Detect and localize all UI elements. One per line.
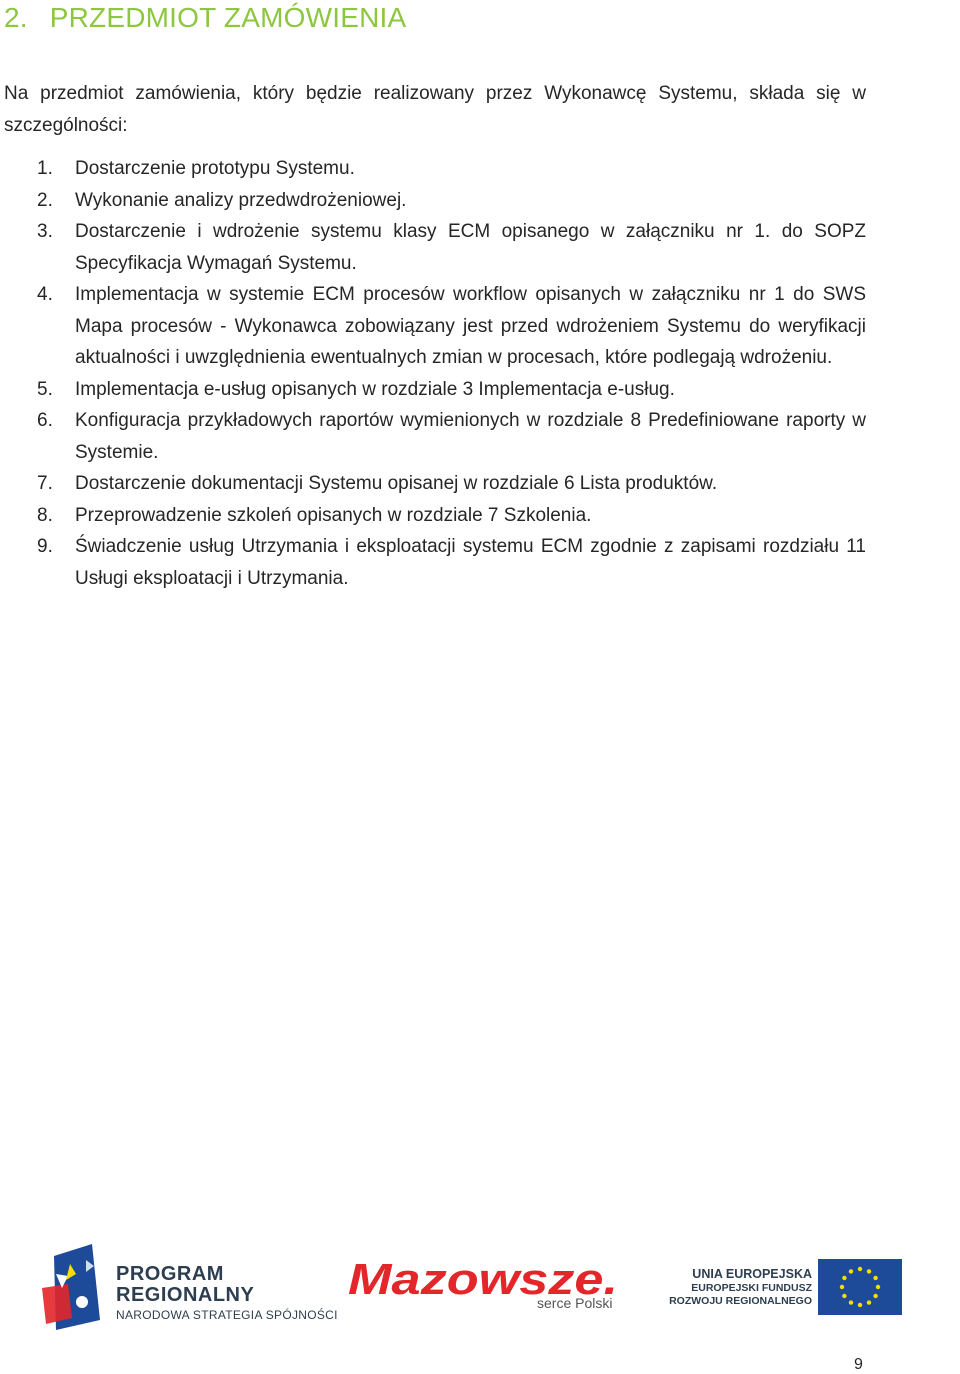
mazowsze-subtitle: serce Polski xyxy=(537,1295,613,1311)
list-item xyxy=(4,500,866,532)
list-item-text: Przeprowadzenie szkoleń opisanych w rozdziale 7 Szkolenia. xyxy=(75,504,592,526)
list-item xyxy=(4,531,866,594)
program-regionalny-text xyxy=(116,1264,338,1324)
eu-star-icon xyxy=(858,1267,862,1271)
list-item-number: 4. xyxy=(37,284,53,305)
list-item-text: Konfiguracja przykładowych raportów wymienionych w rozdziale 8 Predefiniowane raporty w Systemie. xyxy=(75,410,866,463)
mazowsze-logo-text: Mazowsze. xyxy=(348,1255,618,1304)
eu-star-icon xyxy=(849,1300,853,1304)
program-line-2: REGIONALNY xyxy=(116,1284,255,1306)
list-item xyxy=(4,279,866,374)
eu-flag-icon xyxy=(818,1259,902,1315)
eu-star-icon xyxy=(873,1276,877,1280)
section-title: PRZEDMIOT ZAMÓWIENIA xyxy=(49,2,407,33)
requirements-list xyxy=(4,153,866,594)
program-line-1: PROGRAM xyxy=(116,1263,224,1285)
list-item-number: 7. xyxy=(37,473,53,494)
list-item-text: Wykonanie analizy przedwdrożeniowej. xyxy=(75,189,407,211)
eu-star-icon xyxy=(873,1294,877,1298)
section-number: 2. xyxy=(4,2,28,33)
eu-star-icon xyxy=(842,1276,846,1280)
list-item-number: 2. xyxy=(37,189,53,211)
eu-star-icon xyxy=(840,1285,844,1289)
intro-paragraph: Na przedmiot zamówienia, który będzie realizowany przez Wykonawcę Systemu, składa się w szczególności: xyxy=(4,83,866,136)
eu-text xyxy=(666,1267,812,1308)
list-item xyxy=(4,216,866,279)
eu-star-icon xyxy=(867,1269,871,1273)
list-item xyxy=(4,405,866,468)
list-item-text: Świadczenie usług Utrzymania i eksploatacji systemu ECM zgodnie z zapisami rozdziału 11 Usługi eksploatacji i Utrzymania. xyxy=(75,536,866,589)
eu-star-icon xyxy=(876,1285,880,1289)
eu-star-icon xyxy=(858,1303,862,1307)
eu-line-3: ROZWOJU REGIONALNEGO xyxy=(669,1295,812,1307)
eu-star-icon xyxy=(867,1300,871,1304)
list-item-number: 9. xyxy=(37,536,53,557)
list-item-text: Dostarczenie dokumentacji Systemu opisanej w rozdziale 6 Lista produktów. xyxy=(75,473,718,494)
list-item xyxy=(4,468,866,500)
program-line-3: NARODOWA STRATEGIA SPÓJNOŚCI xyxy=(116,1308,338,1322)
list-item xyxy=(4,153,866,185)
list-item-text: Dostarczenie i wdrożenie systemu klasy ECM opisanego w załączniku nr 1. do SOPZ Specyfikacja Wymagań Systemu. xyxy=(75,221,866,274)
list-item-number: 6. xyxy=(37,410,53,431)
section-heading xyxy=(4,2,406,34)
eu-star-icon xyxy=(842,1294,846,1298)
document-body xyxy=(4,78,866,594)
list-item xyxy=(4,374,866,406)
eu-line-2: EUROPEJSKI FUNDUSZ xyxy=(691,1282,812,1294)
list-item-text: Implementacja e-usług opisanych w rozdziale 3 Implementacja e-usług. xyxy=(75,378,675,400)
eu-star-icon xyxy=(849,1269,853,1273)
list-item-number: 8. xyxy=(37,504,53,526)
list-item-text: Implementacja w systemie ECM procesów workflow opisanych w załączniku nr 1 do SWS Mapa procesów - Wykonawca zobowiązany jest przed wdrożeniem Systemu do weryfikacji aktualności i uwzględnienia ewentualnych zmian w procesach, które podlegają wdrożeniu. xyxy=(75,284,866,368)
list-item-text: Dostarczenie prototypu Systemu. xyxy=(75,158,355,179)
fundusze-europejskie-logo-icon xyxy=(42,1244,102,1330)
list-item xyxy=(4,185,866,217)
page-number: 9 xyxy=(854,1356,863,1373)
list-item-number: 5. xyxy=(37,378,53,400)
eu-line-1: UNIA EUROPEJSKA xyxy=(692,1267,812,1281)
footer-logos xyxy=(0,1240,960,1340)
list-item-number: 1. xyxy=(37,158,53,179)
list-item-number: 3. xyxy=(37,221,53,242)
